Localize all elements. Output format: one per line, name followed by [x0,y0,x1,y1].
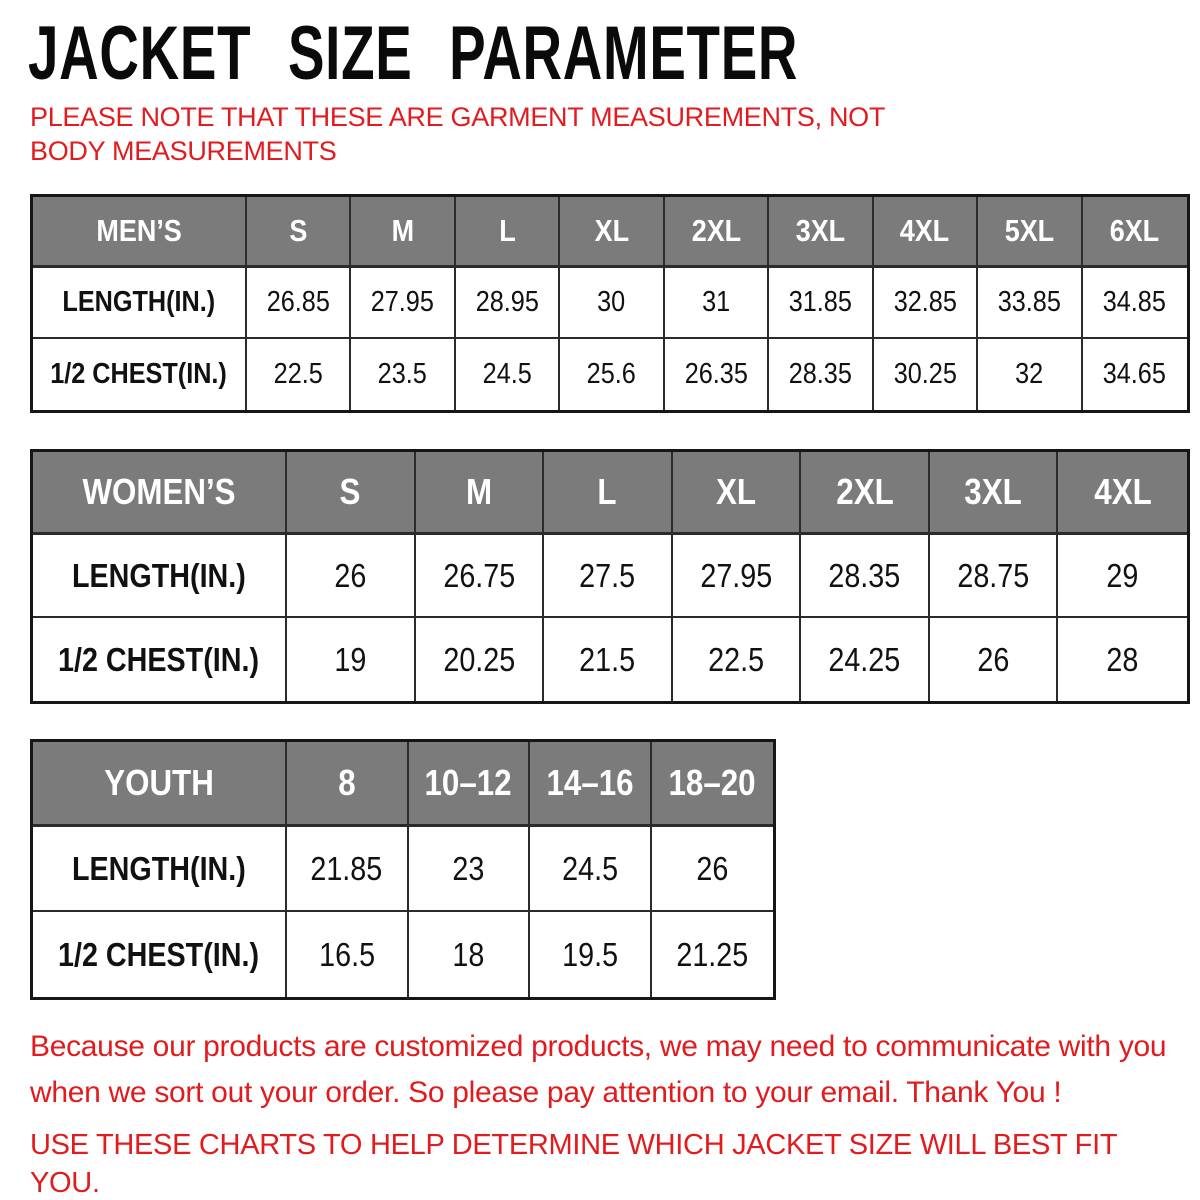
value-cell-womens-1-3-text: 22.5 [708,640,764,678]
garment-measurement-note: PLEASE NOTE THAT THESE ARE GARMENT MEASUREMENTS, NOT BODY MEASUREMENTS [30,102,885,166]
size-table-womens [30,449,1190,704]
size-header-cell-womens-1 [416,452,545,535]
value-cell-womens-1-5-text: 26 [977,640,1010,678]
row-label-cell-mens-0 [33,268,247,339]
value-cell-mens-0-0-text: 26.85 [266,286,330,318]
value-cell-womens-1-3 [673,618,802,701]
size-header-cell-mens-7-text: 5XL [1004,213,1055,248]
value-cell-mens-1-7 [978,339,1082,410]
size-header-cell-womens-4 [801,452,930,535]
row-label-cell-youth-1 [33,912,287,997]
value-cell-mens-1-4-text: 26.35 [684,358,748,390]
value-cell-youth-1-3-text: 21.25 [676,935,749,973]
value-cell-mens-0-4-text: 31 [701,286,731,318]
value-cell-youth-0-0 [287,827,409,912]
value-cell-mens-0-5 [769,268,873,339]
value-cell-womens-0-5 [930,535,1059,618]
value-cell-womens-0-0 [287,535,416,618]
size-header-cell-mens-3 [560,197,664,268]
value-cell-womens-0-1-text: 26.75 [442,556,515,594]
value-cell-mens-0-8-text: 34.85 [1103,286,1167,318]
value-cell-womens-1-0 [287,618,416,701]
value-cell-youth-1-1-text: 18 [452,935,485,973]
value-cell-mens-1-6 [874,339,978,410]
value-cell-womens-0-5-text: 28.75 [957,556,1030,594]
value-cell-womens-0-4 [801,535,930,618]
size-header-cell-mens-3-text: XL [594,213,629,248]
size-header-cell-mens-2-text: L [498,213,516,248]
size-header-cell-youth-2-text: 14–16 [546,762,634,803]
value-cell-youth-0-3-text: 26 [696,849,729,887]
page-title-text: JACKET SIZE PARAMETER [28,11,799,96]
value-cell-youth-1-3 [652,912,774,997]
value-cell-youth-0-0-text: 21.85 [310,849,383,887]
size-header-cell-mens-7 [978,197,1082,268]
value-cell-womens-0-2-text: 27.5 [579,556,636,594]
size-table-mens [30,194,1190,413]
row-label-cell-mens-0-text: LENGTH(IN.) [62,286,216,318]
value-cell-mens-1-1 [351,339,455,410]
value-cell-mens-0-8 [1083,268,1187,339]
size-header-cell-womens-0-text: S [339,471,361,512]
size-header-cell-mens-0-text: S [289,213,308,248]
value-cell-mens-1-6-text: 30.25 [893,358,957,390]
size-header-cell-womens-3 [673,452,802,535]
value-cell-womens-1-0-text: 19 [334,640,367,678]
size-header-cell-youth-0 [287,742,409,827]
value-cell-womens-0-1 [416,535,545,618]
size-table-youth [30,739,776,1000]
row-label-cell-youth-1-text: 1/2 CHEST(IN.) [58,935,260,973]
table-title-cell-youth-text: YOUTH [104,762,214,803]
size-header-cell-mens-8-text: 6XL [1110,213,1160,248]
page-title [28,11,1098,96]
value-cell-womens-0-3-text: 27.95 [700,556,772,594]
size-header-cell-womens-4-text: 2XL [835,471,894,512]
size-header-cell-womens-3-text: XL [715,471,757,512]
size-header-cell-mens-5 [769,197,873,268]
value-cell-mens-1-2 [456,339,560,410]
size-header-cell-womens-5 [930,452,1059,535]
size-header-cell-mens-5-text: 3XL [795,213,846,248]
value-cell-youth-0-2-text: 24.5 [561,849,618,887]
size-header-cell-mens-1 [351,197,455,268]
size-header-cell-youth-3-text: 18–20 [668,762,756,803]
value-cell-mens-1-8-text: 34.65 [1103,358,1167,390]
value-cell-mens-1-3 [560,339,664,410]
value-cell-womens-1-2-text: 21.5 [579,640,636,678]
value-cell-mens-1-1-text: 23.5 [378,358,428,390]
row-label-cell-womens-1 [33,618,287,701]
value-cell-youth-0-2 [530,827,652,912]
size-header-cell-mens-1-text: M [391,213,414,248]
value-cell-womens-1-5 [930,618,1059,701]
row-label-cell-youth-0-text: LENGTH(IN.) [72,849,246,887]
value-cell-womens-1-6 [1058,618,1187,701]
value-cell-mens-0-2-text: 28.95 [475,286,539,318]
value-cell-womens-1-4 [801,618,930,701]
size-header-cell-youth-2 [530,742,652,827]
value-cell-youth-0-1-text: 23 [452,849,485,887]
footer-usage-note: USE THESE CHARTS TO HELP DETERMINE WHICH JACKET SIZE WILL BEST FIT YOU. [30,1129,1117,1199]
value-cell-womens-0-6 [1058,535,1187,618]
size-header-cell-womens-1-text: M [465,471,492,512]
value-cell-mens-1-4 [665,339,769,410]
size-header-cell-mens-4-text: 2XL [691,213,741,248]
value-cell-womens-0-3 [673,535,802,618]
size-header-cell-mens-4 [665,197,769,268]
size-header-cell-womens-0 [287,452,416,535]
table-title-cell-youth [33,742,287,827]
table-title-cell-womens [33,452,287,535]
size-header-cell-youth-1 [409,742,531,827]
value-cell-mens-0-1-text: 27.95 [371,286,435,318]
row-label-cell-mens-1-text: 1/2 CHEST(IN.) [50,358,228,390]
size-header-cell-womens-2-text: L [597,471,617,512]
size-header-cell-mens-0 [247,197,351,268]
value-cell-mens-0-2 [456,268,560,339]
value-cell-mens-1-8 [1083,339,1187,410]
value-cell-womens-0-0-text: 26 [334,556,367,594]
size-header-cell-mens-8 [1083,197,1187,268]
value-cell-youth-1-0 [287,912,409,997]
value-cell-womens-0-6-text: 29 [1106,556,1139,594]
value-cell-mens-0-0 [247,268,351,339]
value-cell-mens-0-4 [665,268,769,339]
row-label-cell-mens-1 [33,339,247,410]
size-header-cell-mens-2 [456,197,560,268]
value-cell-mens-0-6 [874,268,978,339]
value-cell-womens-1-6-text: 28 [1106,640,1139,678]
table-title-cell-womens-text: WOMEN’S [82,471,236,512]
value-cell-youth-1-2-text: 19.5 [561,935,618,973]
value-cell-mens-0-1 [351,268,455,339]
value-cell-mens-0-5-text: 31.85 [788,286,853,318]
size-header-cell-youth-0-text: 8 [338,762,356,803]
value-cell-womens-1-2 [544,618,673,701]
size-header-cell-womens-5-text: 3XL [964,471,1022,512]
value-cell-mens-1-7-text: 32 [1015,358,1044,390]
size-header-cell-youth-3 [652,742,774,827]
size-header-cell-womens-2 [544,452,673,535]
value-cell-womens-1-4-text: 24.25 [828,640,901,678]
value-cell-mens-0-3-text: 30 [597,286,626,318]
value-cell-womens-0-4-text: 28.35 [828,556,901,594]
value-cell-womens-1-1 [416,618,545,701]
size-header-cell-womens-6-text: 4XL [1093,471,1152,512]
value-cell-mens-1-2-text: 24.5 [482,358,532,390]
footer-customization-note: Because our products are customized products, we may need to communicate with you when we sort out your order. So please pay attention to your email. Thank You ! [30,1030,1167,1109]
value-cell-mens-0-7 [978,268,1082,339]
value-cell-youth-0-3 [652,827,774,912]
row-label-cell-womens-1-text: 1/2 CHEST(IN.) [58,640,260,678]
size-header-cell-womens-6 [1058,452,1187,535]
value-cell-mens-1-0 [247,339,351,410]
value-cell-mens-0-3 [560,268,664,339]
row-label-cell-womens-0-text: LENGTH(IN.) [72,556,246,594]
value-cell-mens-1-3-text: 25.6 [586,358,637,390]
table-title-cell-mens-text: MEN’S [96,213,182,248]
value-cell-mens-1-0-text: 22.5 [273,358,323,390]
value-cell-womens-1-1-text: 20.25 [442,640,515,678]
table-title-cell-mens [33,197,247,268]
size-header-cell-mens-6-text: 4XL [900,213,950,248]
value-cell-mens-0-7-text: 33.85 [997,286,1061,318]
value-cell-youth-0-1 [409,827,531,912]
value-cell-youth-1-2 [530,912,652,997]
value-cell-mens-0-6-text: 32.85 [893,286,957,318]
value-cell-mens-1-5 [769,339,873,410]
value-cell-youth-1-0-text: 16.5 [318,935,375,973]
row-label-cell-womens-0 [33,535,287,618]
row-label-cell-youth-0 [33,827,287,912]
value-cell-mens-1-5-text: 28.35 [788,358,853,390]
size-header-cell-mens-6 [874,197,978,268]
value-cell-youth-1-1 [409,912,531,997]
size-header-cell-youth-1-text: 10–12 [424,762,512,803]
value-cell-womens-0-2 [544,535,673,618]
